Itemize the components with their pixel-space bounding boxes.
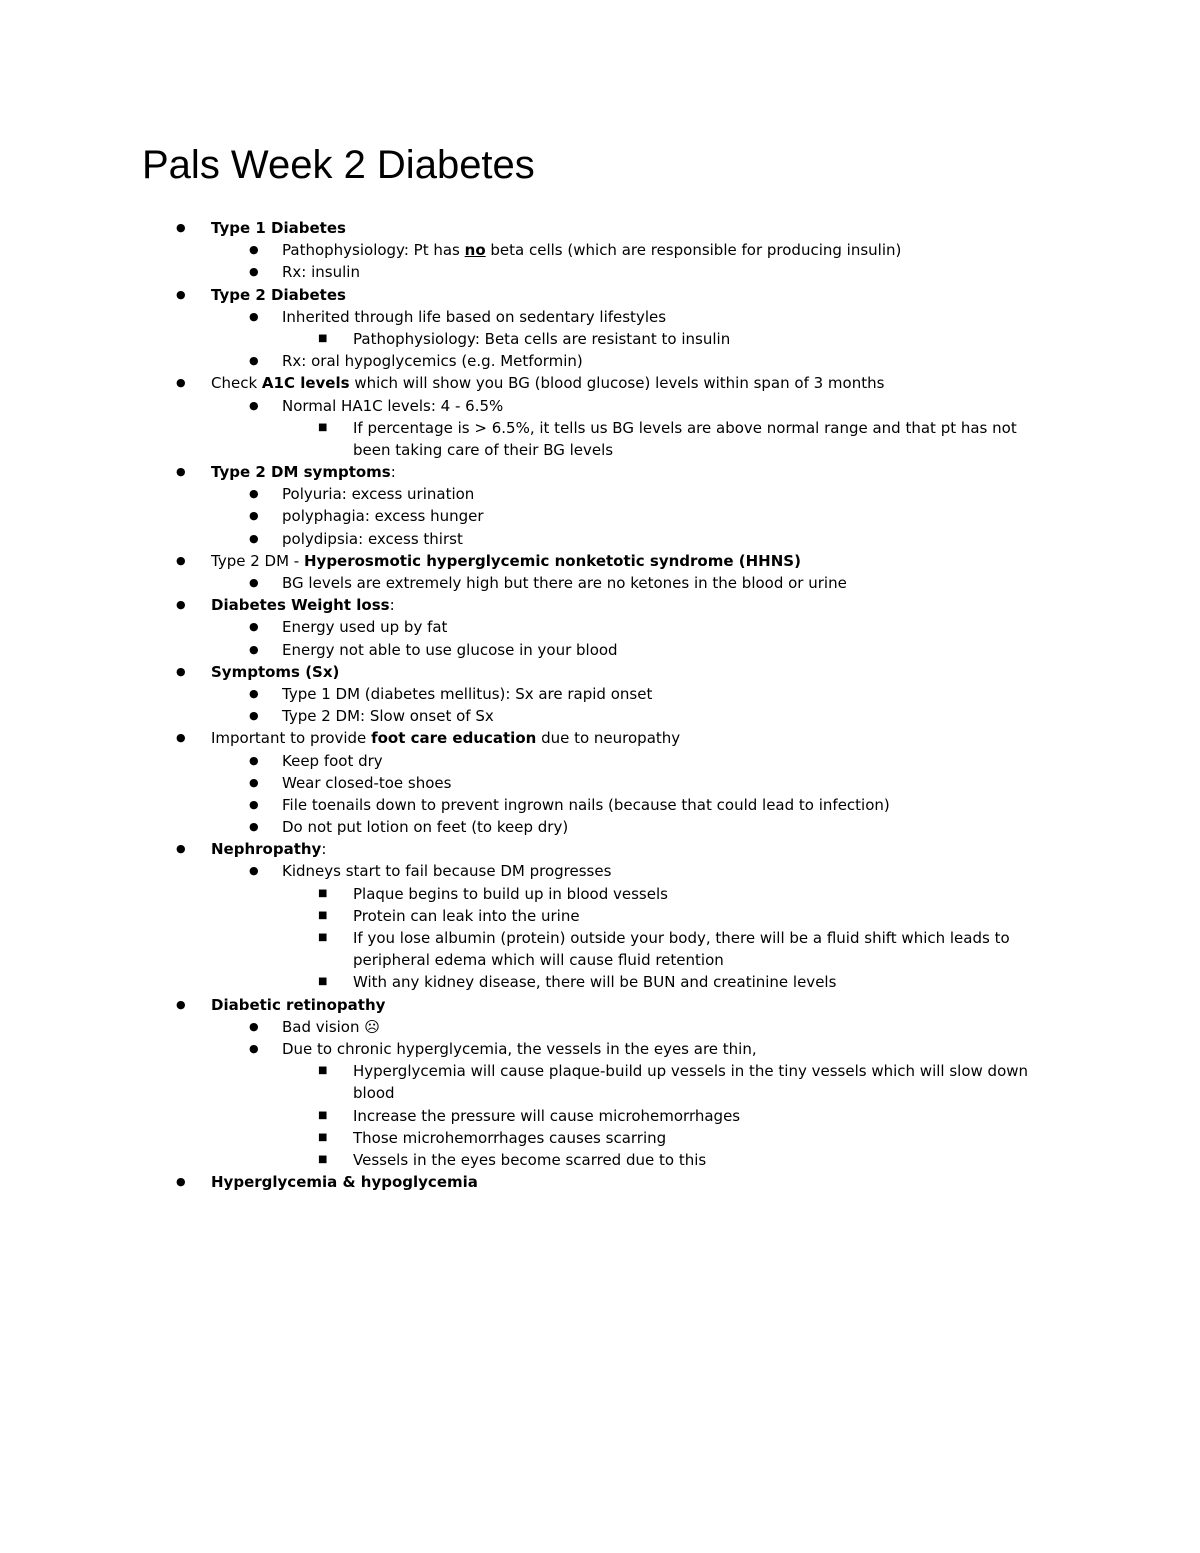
list-item xyxy=(0,483,1200,505)
list-item-text: Energy used up by fat xyxy=(282,618,448,637)
list-item-text: which will show you BG (blood glucose) levels within span of 3 months xyxy=(349,374,885,393)
list-item xyxy=(0,705,1200,727)
bullet-icon: ● xyxy=(249,576,259,590)
list-item xyxy=(0,572,1200,594)
list-item-text: Polyuria: excess urination xyxy=(282,485,475,504)
bullet-icon: ● xyxy=(249,243,259,257)
square-bullet-icon: ■ xyxy=(318,1153,328,1165)
bullet-icon: ● xyxy=(176,664,186,678)
colon-text: : xyxy=(390,463,396,482)
list-item xyxy=(0,217,1200,239)
list-item xyxy=(0,794,1200,816)
list-item xyxy=(0,239,1200,261)
square-bullet-icon: ■ xyxy=(318,887,328,899)
bullet-icon: ● xyxy=(249,1041,259,1055)
list-item xyxy=(0,328,1200,350)
list-item-text: Type 2 DM: Slow onset of Sx xyxy=(282,707,494,726)
list-item xyxy=(0,683,1200,705)
list-item-text: Vessels in the eyes become scarred due to this xyxy=(353,1150,707,1169)
bullet-icon: ● xyxy=(249,531,259,545)
bullet-icon: ● xyxy=(176,1175,186,1189)
list-item-text: Inherited through life based on sedentary lifestyles xyxy=(282,307,667,326)
square-bullet-icon: ■ xyxy=(318,976,328,988)
bullet-icon: ● xyxy=(176,842,186,856)
list-item xyxy=(0,616,1200,638)
bullet-icon: ● xyxy=(249,753,259,767)
list-item xyxy=(0,350,1200,372)
square-bullet-icon: ■ xyxy=(318,1109,328,1121)
list-item-text: polydipsia: excess thirst xyxy=(282,529,463,548)
list-item xyxy=(0,816,1200,838)
section-heading: Nephropathy xyxy=(211,840,322,859)
list-item xyxy=(0,661,1200,683)
list-item xyxy=(0,261,1200,283)
bullet-icon: ● xyxy=(176,553,186,567)
list-item xyxy=(0,461,1200,483)
colon-text: : xyxy=(321,840,327,859)
bullet-icon: ● xyxy=(249,820,259,834)
list-item-text: With any kidney disease, there will be BUN and creatinine levels xyxy=(353,973,837,992)
colon-text: : xyxy=(389,596,395,615)
list-item xyxy=(0,505,1200,527)
section-heading: Type 1 Diabetes xyxy=(211,219,346,237)
list-item xyxy=(0,1016,1200,1038)
list-item xyxy=(0,1105,1200,1127)
bullet-icon: ● xyxy=(249,487,259,501)
bullet-icon: ● xyxy=(249,354,259,368)
section-heading: Symptoms (Sx) xyxy=(211,662,340,681)
bullet-icon: ● xyxy=(249,1019,259,1033)
list-item-text: Protein can leak into the urine xyxy=(353,906,580,925)
bullet-icon: ● xyxy=(249,797,259,811)
square-bullet-icon: ■ xyxy=(318,909,328,921)
section-heading: Hyperglycemia & hypoglycemia xyxy=(211,1173,478,1192)
section-heading: Type 2 DM symptoms xyxy=(211,463,391,482)
bullet-icon: ● xyxy=(249,509,259,523)
list-item xyxy=(0,905,1200,927)
section-heading: Diabetes Weight loss xyxy=(211,596,390,615)
emphasis-text: A1C levels xyxy=(261,374,350,393)
list-item-text: If percentage is > 6.5%, it tells us BG levels are above normal range and that pt has not been taking care of their BG levels xyxy=(353,418,1017,459)
notes-list xyxy=(0,217,1200,1193)
square-bullet-icon: ■ xyxy=(318,421,328,433)
bullet-icon: ● xyxy=(249,642,259,656)
bullet-icon: ● xyxy=(249,265,259,279)
page-title: Pals Week 2 Diabetes xyxy=(142,143,535,187)
list-item xyxy=(0,372,1200,394)
list-item xyxy=(0,417,1200,461)
list-item xyxy=(0,994,1200,1016)
list-item xyxy=(0,594,1200,616)
square-bullet-icon: ■ xyxy=(318,332,328,344)
square-bullet-icon: ■ xyxy=(318,1131,328,1143)
list-item xyxy=(0,306,1200,328)
bullet-icon: ● xyxy=(249,686,259,700)
bullet-icon: ● xyxy=(176,731,186,745)
list-item xyxy=(0,838,1200,860)
bullet-icon: ● xyxy=(176,465,186,479)
list-item-text: Hyperglycemia will cause plaque-build up vessels in the tiny vessels which will slow down blood xyxy=(353,1062,1029,1103)
bullet-icon: ● xyxy=(249,309,259,323)
list-item-text: Type 2 DM - xyxy=(211,551,304,570)
list-item-text: Due to chronic hyperglycemia, the vessels in the eyes are thin, xyxy=(282,1039,757,1058)
list-item-text: Check xyxy=(211,374,262,393)
bullet-icon: ● xyxy=(176,221,186,234)
list-item-text: Bad vision ☹ xyxy=(282,1017,380,1036)
list-item-text: Do not put lotion on feet (to keep dry) xyxy=(282,818,569,837)
list-item xyxy=(0,727,1200,749)
square-bullet-icon: ■ xyxy=(318,1065,328,1077)
list-item xyxy=(0,1171,1200,1193)
bullet-icon: ● xyxy=(176,376,186,390)
list-item-text: Type 1 DM (diabetes mellitus): Sx are rapid onset xyxy=(282,684,653,703)
list-item-text: Energy not able to use glucose in your blood xyxy=(282,640,618,659)
section-heading: Type 2 Diabetes xyxy=(211,285,346,304)
list-item-text: Kidneys start to fail because DM progresses xyxy=(282,862,612,881)
list-item-text: Plaque begins to build up in blood vessels xyxy=(353,884,668,903)
list-item xyxy=(0,550,1200,572)
list-item-text: Normal HA1C levels: 4 - 6.5% xyxy=(282,396,504,415)
list-item xyxy=(0,772,1200,794)
list-item-text: Increase the pressure will cause microhemorrhages xyxy=(353,1106,741,1125)
list-item-text: Wear closed-toe shoes xyxy=(282,773,452,792)
list-item xyxy=(0,750,1200,772)
list-item-text: due to neuropathy xyxy=(536,729,681,748)
list-item xyxy=(0,639,1200,661)
bullet-icon: ● xyxy=(249,864,259,878)
bullet-icon: ● xyxy=(176,997,186,1011)
list-item xyxy=(0,284,1200,306)
list-item-text: polyphagia: excess hunger xyxy=(282,507,484,526)
list-item-text: If you lose albumin (protein) outside your body, there will be a fluid shift which leads to peripheral edema which will cause fluid retention xyxy=(353,929,1010,970)
bullet-icon: ● xyxy=(176,598,186,612)
list-item-text: BG levels are extremely high but there are no ketones in the blood or urine xyxy=(282,574,847,593)
square-bullet-icon: ■ xyxy=(318,932,328,944)
bullet-icon: ● xyxy=(249,398,259,412)
bullet-icon: ● xyxy=(176,287,186,301)
bullet-icon: ● xyxy=(249,775,259,789)
list-item xyxy=(0,395,1200,417)
list-item xyxy=(0,1127,1200,1149)
bullet-icon: ● xyxy=(249,709,259,723)
list-item-text: beta cells (which are responsible for producing insulin) xyxy=(485,241,902,260)
section-heading: Diabetic retinopathy xyxy=(211,995,386,1014)
list-item xyxy=(0,927,1200,971)
emphasis-text: foot care education xyxy=(371,729,537,748)
emphasis-text: Hyperosmotic hyperglycemic nonketotic syndrome (HHNS) xyxy=(303,551,801,570)
list-item xyxy=(0,528,1200,550)
list-item xyxy=(0,1038,1200,1060)
list-item-text: Keep foot dry xyxy=(282,751,383,770)
list-item-text: Pathophysiology: Pt has xyxy=(282,241,465,260)
list-item xyxy=(0,860,1200,882)
list-item-text: Pathophysiology: Beta cells are resistant to insulin xyxy=(353,329,731,348)
list-item-text: Those microhemorrhages causes scarring xyxy=(353,1128,667,1147)
list-item xyxy=(0,883,1200,905)
list-item xyxy=(0,971,1200,993)
list-item xyxy=(0,1149,1200,1171)
list-item-text: Rx: insulin xyxy=(282,263,360,282)
list-item-text: File toenails down to prevent ingrown nails (because that could lead to infection) xyxy=(282,795,890,814)
list-item xyxy=(0,1060,1200,1104)
emphasis-text: no xyxy=(464,241,486,260)
list-item-text: Important to provide xyxy=(211,729,372,748)
bullet-icon: ● xyxy=(249,620,259,634)
list-item-text: Rx: oral hypoglycemics (e.g. Metformin) xyxy=(282,352,583,371)
